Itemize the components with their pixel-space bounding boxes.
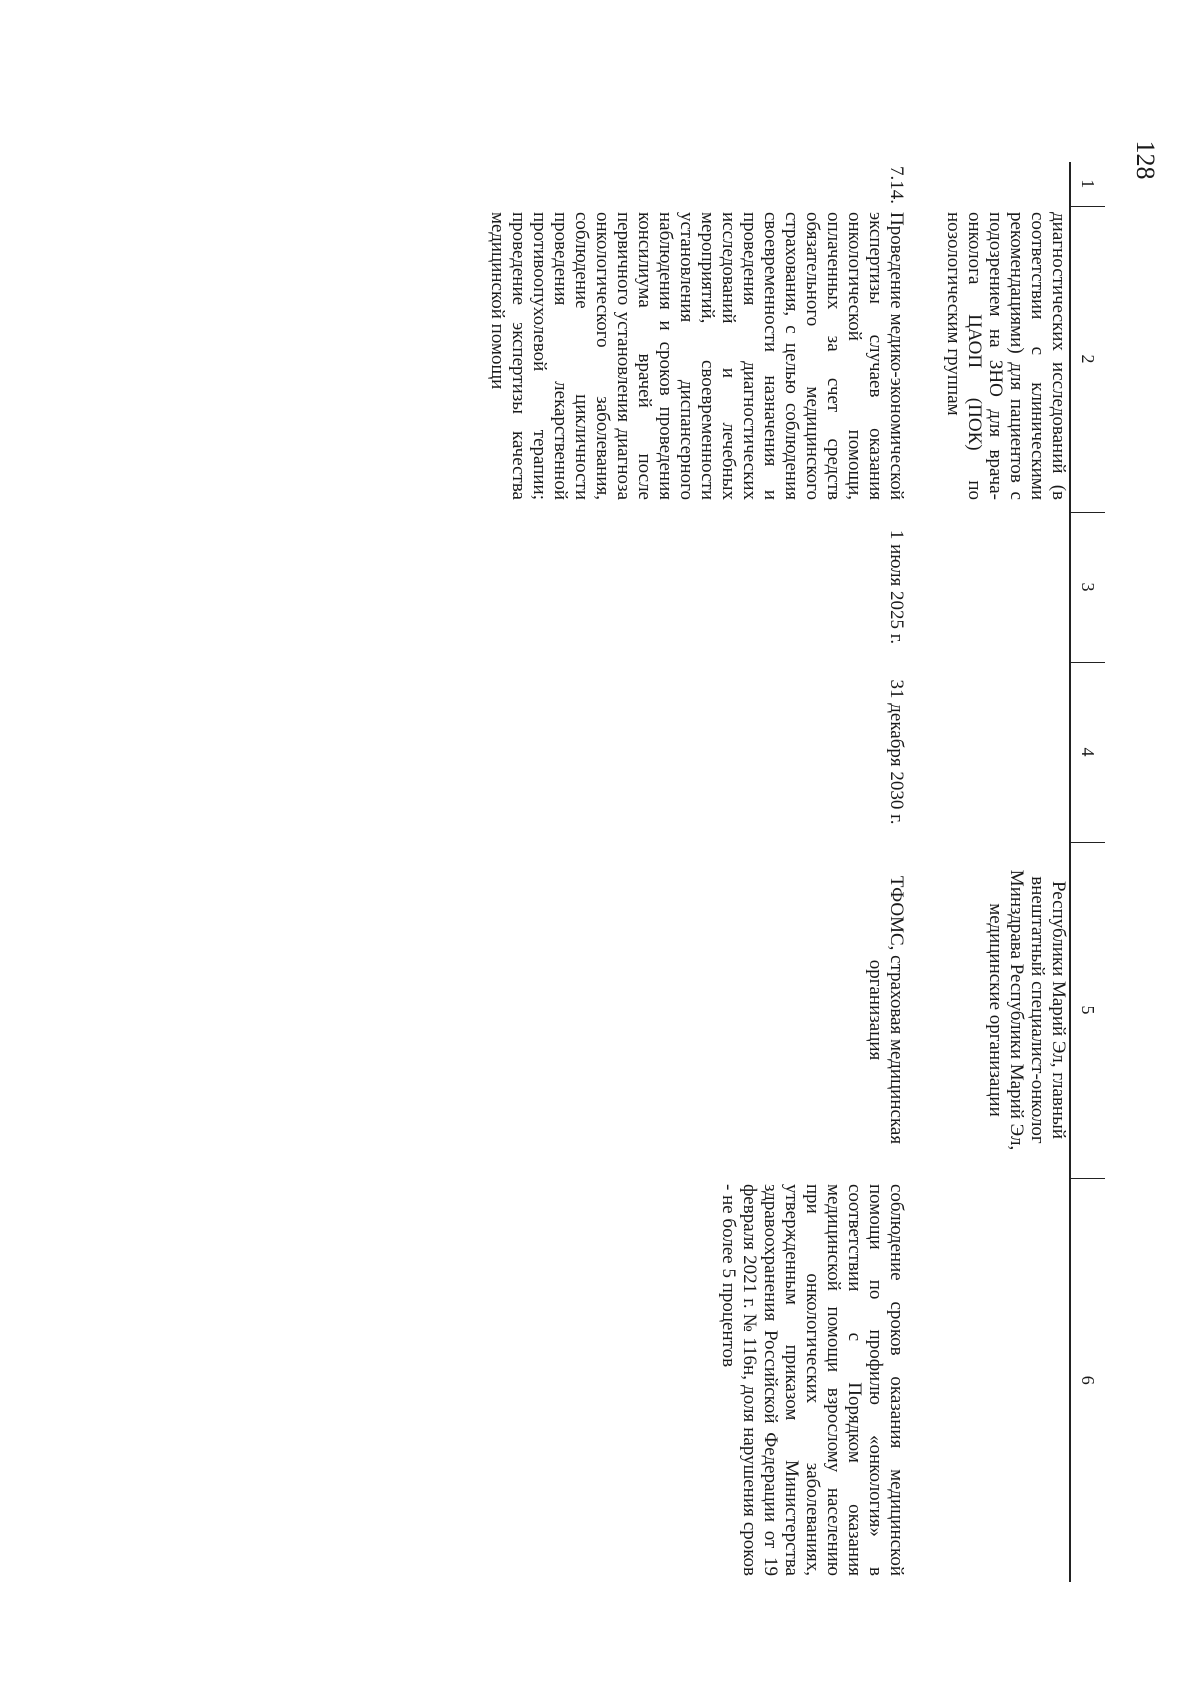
rotated-page-content: [225, 162, 1105, 1582]
col-header-5: 5: [1070, 842, 1105, 1178]
header-row: [1070, 162, 1105, 1582]
col-header-4: 4: [1070, 662, 1105, 842]
table-row: [943, 162, 1070, 1582]
cell-end-date: [943, 662, 1070, 842]
cell-activity: диагностических исследований (в соответствии с клиническими рекомендациями) для пациентов с подозрением на ЗНО для врача-онколога ЦАОП (ПОК) по нозологическим группам: [943, 212, 1069, 500]
cell-result: [943, 1178, 1070, 1582]
col-header-6: 6: [1070, 1178, 1105, 1582]
cell-start-date: [943, 512, 1070, 662]
col-header-2: 2: [1070, 206, 1105, 512]
cell-end-date: 31 декабря 2030 г.: [886, 679, 907, 825]
col-header-1: 1: [1070, 162, 1105, 206]
plan-table: [487, 162, 1105, 1582]
cell-responsible: Республики Марий Эл, главный внештатный специалист-онколог Минздрава Республики Марий Эл, медицинские организации: [985, 869, 1069, 1151]
page-number: 128: [1131, 140, 1160, 180]
cell-responsible: ТФОМС, страховая медицинская организация: [865, 875, 907, 1145]
row-spacer: [907, 162, 943, 1582]
cell-number: [943, 162, 1070, 206]
col-header-3: 3: [1070, 512, 1105, 662]
cell-activity: Проведение медико-экономической экспертизы случаев оказания онкологической помощи, оплаченных за счет средств обязательного медицинского страхования, с целью соблюдения своевременности назначения и проведения диагностических исследований и лечебных мероприятий, своевременности установления диспансерного наблюдения и сроков проведения консилиума врачей после первичного установления диагноза онкологического заболевания, соблюдение цикличности проведения лекарственной противоопухолевой терапии; проведение экспертизы качества медицинской помощи: [487, 212, 907, 500]
table-row: [487, 162, 907, 1582]
cell-number: 7.14.: [886, 166, 907, 204]
cell-start-date: 1 июля 2025 г.: [886, 529, 907, 645]
cell-result: соблюдение сроков оказания медицинской помощи по профилю «онкология» в соответствии с Порядком оказания медицинской помощи взрослому населению при онкологических заболеваниях, утвержденным приказом Министерства здравоохранения Российской Федерации от 19 февраля 2021 г. № 116н, доля нарушения сроков - не более 5 процентов: [718, 1184, 907, 1576]
